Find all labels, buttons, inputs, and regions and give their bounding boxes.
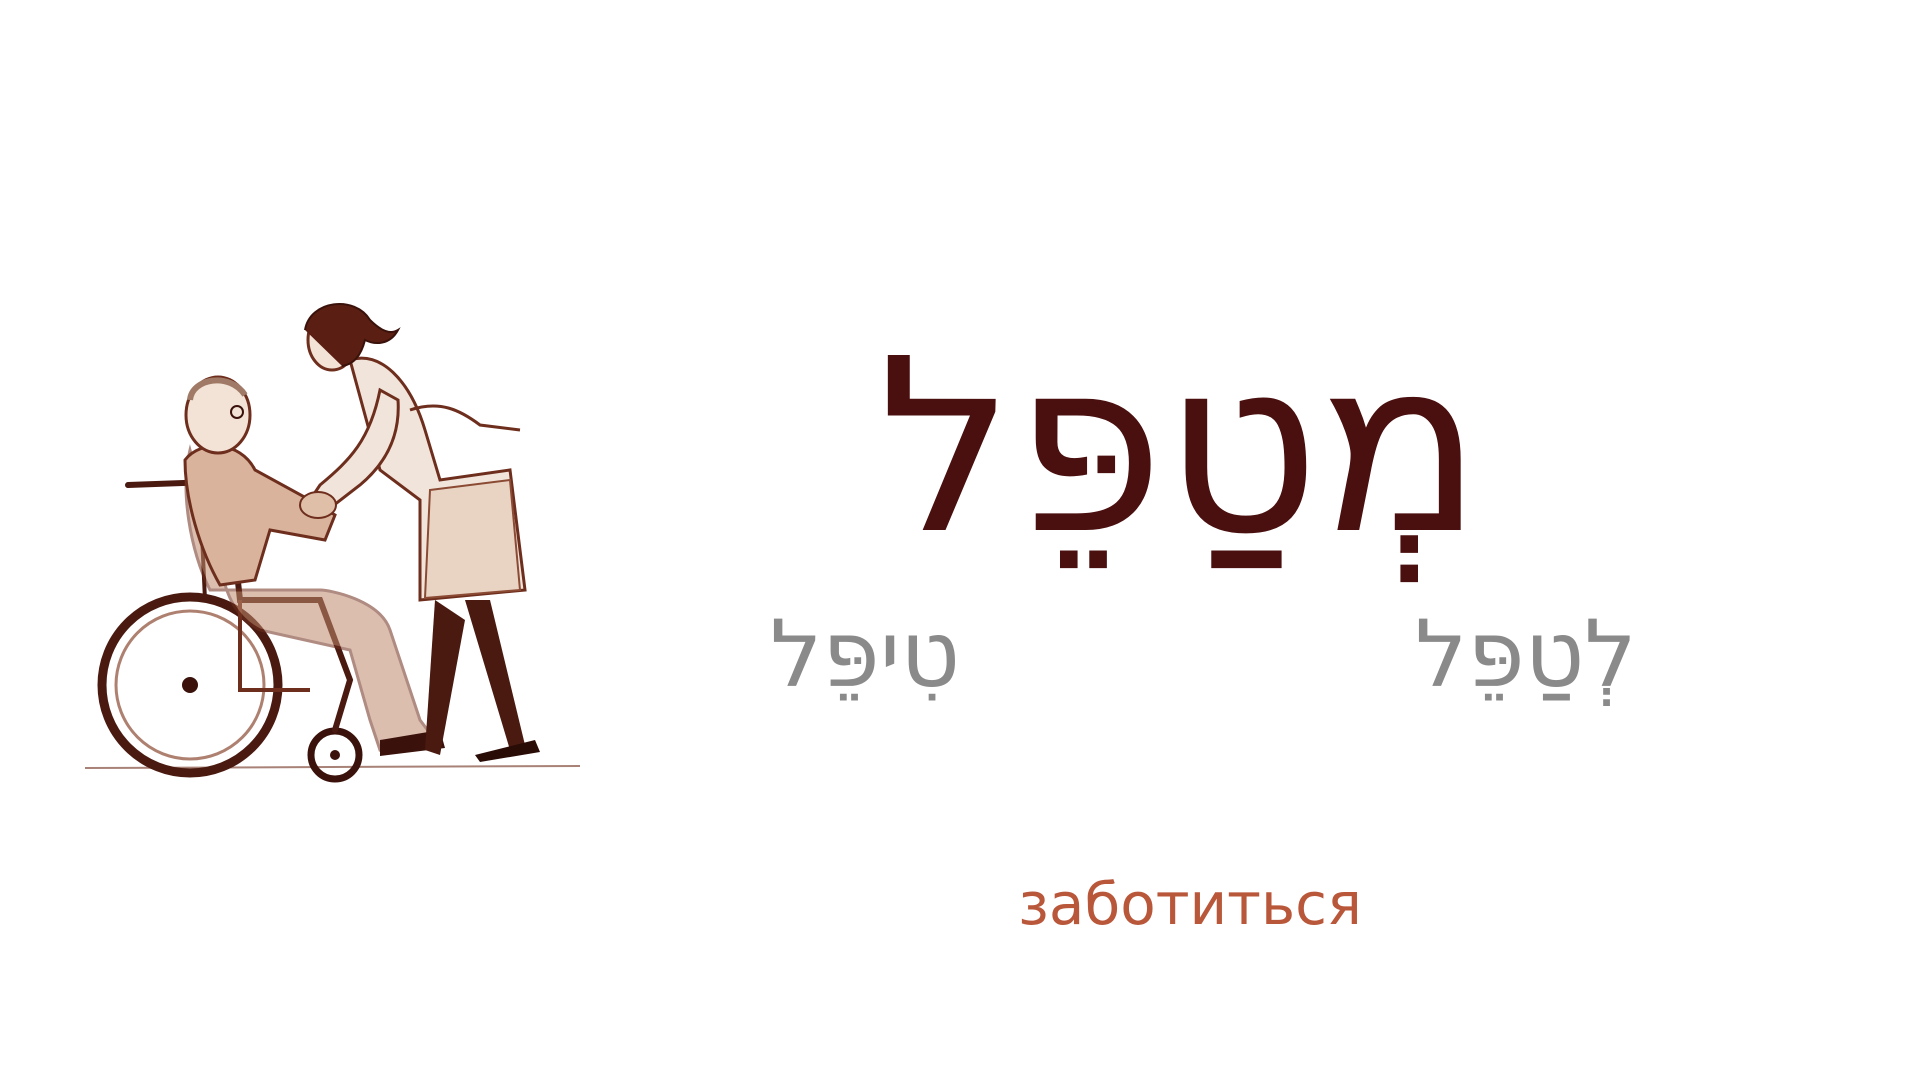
caregiver-wheelchair-illustration bbox=[80, 300, 600, 800]
main-word-text: מְטַפֵּל bbox=[877, 307, 1483, 587]
main-word bbox=[860, 307, 1500, 600]
translation: заботиться bbox=[1018, 870, 1362, 938]
related-form-infinitive: לְטַפֵּל bbox=[1415, 601, 1637, 708]
translation-container bbox=[0, 870, 1920, 938]
related-form-past: טִיפֵּל bbox=[770, 601, 960, 708]
